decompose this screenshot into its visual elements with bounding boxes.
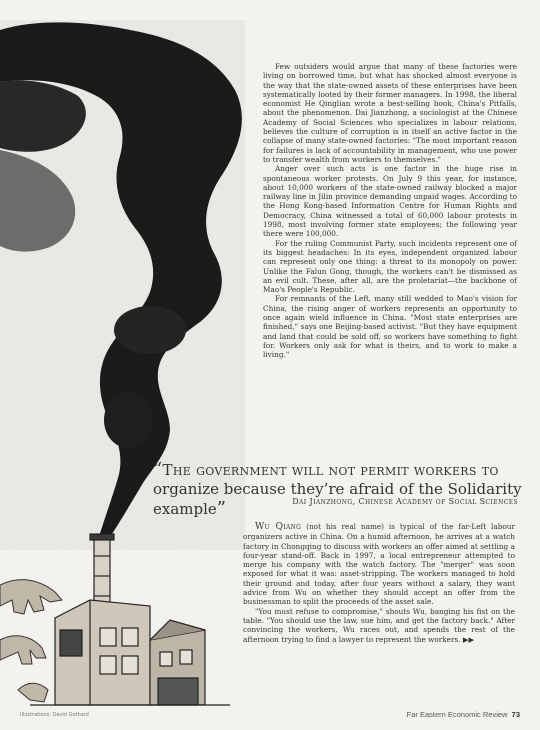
page-footer xyxy=(407,710,520,719)
close-quote-mark: ” xyxy=(216,498,226,519)
paragraph: For remnants of the Left, many still wedded to Mao's vision for China, the rising anger of workers represents an opportunity to once again wield influence in China. "Most state enterprises are finished," says one Beijing-based activist. "But they have equipment and land that could be sold off, so workers have something to fight for. Workers only ask for what is theirs, and to work to make a living." xyxy=(263,294,517,360)
illustration-credit: Illustrations: David Gothard xyxy=(20,712,89,718)
lead-paragraph xyxy=(243,522,515,607)
paragraph: For the ruling Communist Party, such incidents represent one of its biggest headaches: In its eyes, independent organized labour can represent only one thing: a threat to its monopoly on power. Unlike the Falun Gong, though, the workers can't be dismissed as an evil cult. These, after all, are the proletariat—the backbone of Mao's People's Republic. xyxy=(263,238,517,295)
pull-quote xyxy=(153,460,523,519)
paragraph: Few outsiders would argue that many of these factories were living on borrowed time, but what has shocked almost everyone is the way that the state-owned assets of these enterprises have been systematically looted by their former managers. In 1998, the liberal economist He Qinglian wrote a best-selling book, China's Pitfalls, about the phenomenon. Dai Jianzhong, a sociologist at the Chinese Academy of Social Sciences who specializes in labour relations, believes the culture of corruption is in itself an active factor in the collapse of many state-owned factories: "The most important reason for failures is lack of accountability in management, who use power to transfer wealth from workers to themselves." xyxy=(263,62,517,164)
publication-name: Far Eastern Economic Review xyxy=(406,710,508,719)
pull-quote-attribution: Dai Jianzhong, Chinese Academy of Social Sciences xyxy=(292,497,518,506)
pull-quote-line1: The government will not permit workers to xyxy=(162,461,499,479)
factory-buildings xyxy=(30,600,230,705)
open-quote-mark: “ xyxy=(153,459,163,480)
paragraph: "You must refuse to compromise," shouts Wu, banging his fist on the table. "You should use the law, sue him, and get the factory back." After convincing the workers, Wu races out, and spends the rest of the afternoon trying to find a lawyer to represent the workers. ▶▶ xyxy=(243,606,515,644)
lead-small-caps: Wu Qiang xyxy=(255,522,302,532)
body-column-top xyxy=(263,62,517,360)
body-column-bottom xyxy=(243,522,515,644)
paragraph: Anger over such acts is one factor in the huge rise in spontaneous worker protests. On July 9 this year, for instance, about 10,000 workers of the state-owned railway blocked a major railway line in Jilin province demanding unpaid wages. According to the Hong Kong-based Information Centre for Human Rights and Democracy, China witnessed a total of 60,000 labour protests in 1998, most involving former state employees; the following year there were 100,000. xyxy=(263,164,517,239)
grasping-hands xyxy=(0,580,62,702)
pull-quote-line2: organize because they’re afraid of the Solidarity example xyxy=(153,480,522,518)
lead-text: (not his real name) is typical of the far-Left labour organizers active in China. On a humid afternoon, he arrives at a watch factory in Chongqing to discuss with workers an offer aimed at settling a four-year stand-off. Back in 1997, a local entrepreneur attempted to merge his company with the watch factory. The "merger" was soon exposed for what it was: asset-stripping. The workers managed to hold their ground and today, after four years without a salary, they want advice from Wu on whether they should accept an offer from the businessman to split the proceeds of the asset sale. xyxy=(243,522,515,607)
page-number: 73 xyxy=(511,710,520,719)
